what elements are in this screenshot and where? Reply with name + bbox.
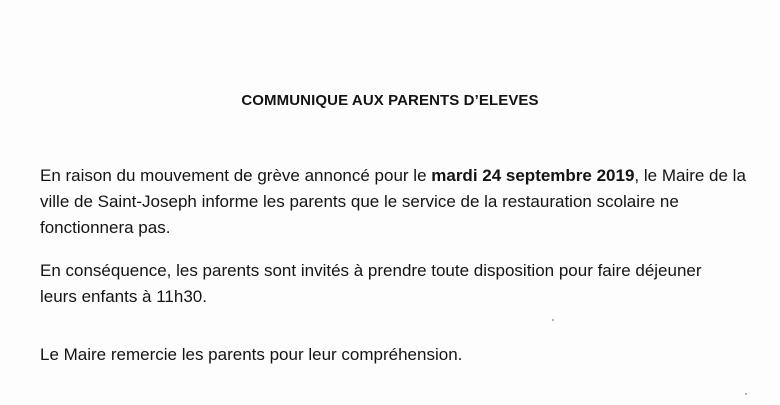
line-text: , le Maire de la <box>634 166 746 185</box>
paragraph-line <box>40 163 780 189</box>
line-text: En raison du mouvement de grève annoncé pour le <box>40 166 432 185</box>
paragraph-line: En conséquence, les parents sont invités à prendre toute disposition pour faire déjeuner <box>40 261 702 280</box>
paragraph-thanks <box>40 342 780 368</box>
paragraph-strike-notice <box>40 163 780 241</box>
paragraph-line: Le Maire remercie les parents pour leur compréhension. <box>40 345 463 364</box>
scan-speck <box>745 393 747 395</box>
paragraph-line: ville de Saint-Joseph informe les parents que le service de la restauration scolaire ne <box>40 192 679 211</box>
document-title: COMMUNIQUE AUX PARENTS D’ELEVES <box>241 92 539 109</box>
paragraph-line: fonctionnera pas. <box>40 218 171 237</box>
paragraph-consequence <box>40 258 780 310</box>
paragraph-line: leurs enfants à 11h30. <box>40 287 207 306</box>
strike-date: mardi 24 septembre 2019 <box>431 166 635 185</box>
scan-speck <box>552 319 554 321</box>
